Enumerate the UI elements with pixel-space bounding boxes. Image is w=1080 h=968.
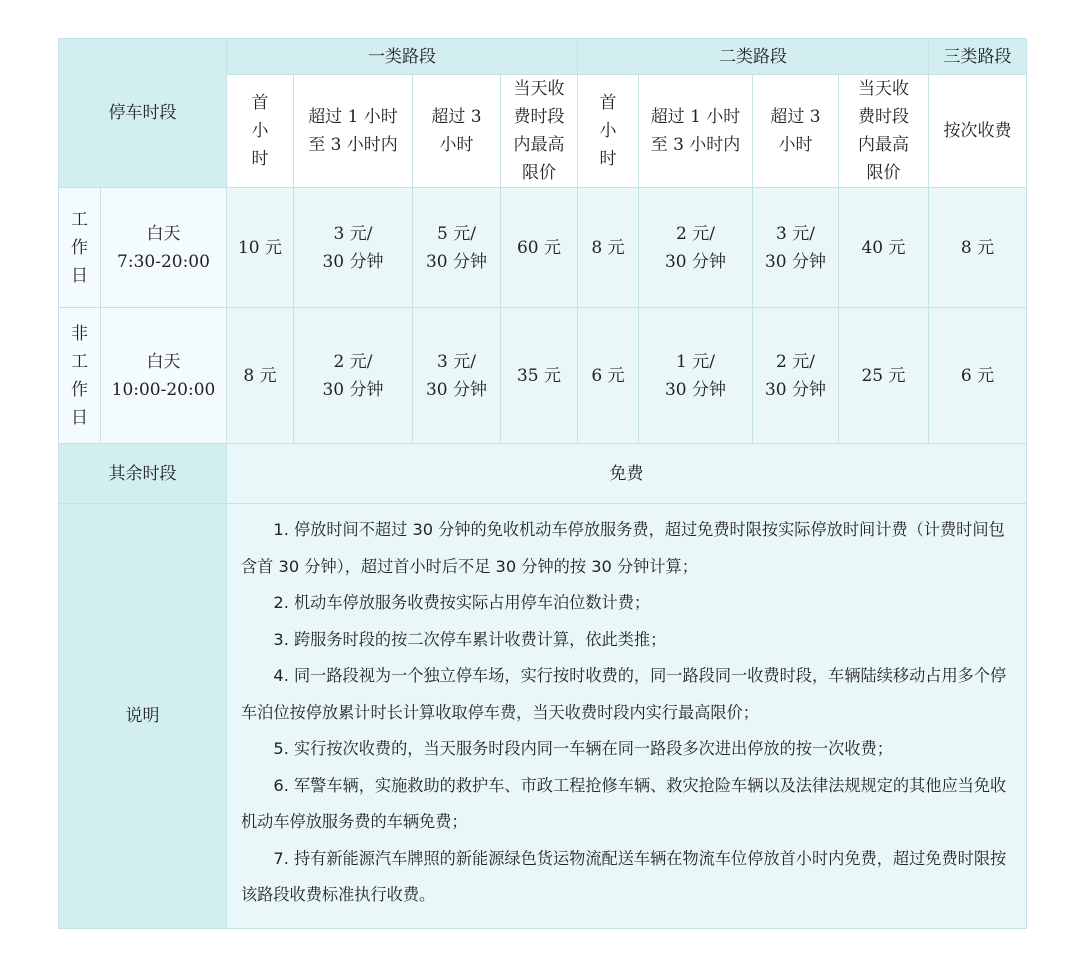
cell-c1-daily-max: 35 元 (501, 308, 578, 444)
cell-c1-first-hour: 10 元 (227, 188, 294, 308)
table-row (59, 444, 1027, 504)
header-parking-period: 停车时段 (59, 39, 227, 188)
other-period-label: 其余时段 (59, 444, 227, 504)
cell-c2-over1to3: 1 元/ 30 分钟 (639, 308, 753, 444)
table-row (59, 188, 1027, 308)
cell-c2-daily-max: 25 元 (839, 308, 929, 444)
note-item: 6. 军警车辆，实施救助的救护车、市政工程抢修车辆、救灾抢险车辆以及法律法规规定的其他应当免收机动车停放服务费的车辆免费； (241, 775, 1007, 831)
note-item: 5. 实行按次收费的，当天服务时段内同一车辆在同一路段多次进出停放的按一次收费； (273, 739, 893, 758)
header-c2-over1to3: 超过 1 小时 至 3 小时内 (639, 75, 753, 188)
header-c2-daily-max: 当天收 费时段 内最高 限价 (839, 75, 929, 188)
cell-c3-per-entry: 8 元 (929, 188, 1027, 308)
table-row (59, 308, 1027, 444)
cell-c1-over1to3: 2 元/ 30 分钟 (294, 308, 413, 444)
header-class3-road: 三类路段 (929, 39, 1027, 75)
header-c2-over3: 超过 3 小时 (753, 75, 839, 188)
row-time-weekday: 白天 7:30-20:00 (101, 188, 227, 308)
header-c1-daily-max: 当天收 费时段 内最高 限价 (501, 75, 578, 188)
note-item: 1. 停放时间不超过 30 分钟的免收机动车停放服务费，超过免费时限按实际停放时间计费（计费时间包含首 30 分钟），超过首小时后不足 30 分钟的按 30 分钟计算； (241, 520, 1005, 576)
cell-c1-daily-max: 60 元 (501, 188, 578, 308)
note-item: 4. 同一路段视为一个独立停车场，实行按时收费的，同一路段同一收费时段，车辆陆续移动占用多个停车泊位按停放累计时长计算收取停车费，当天收费时段内实行最高限价； (241, 666, 1007, 722)
cell-c3-per-entry: 6 元 (929, 308, 1027, 444)
header-c1-first-hour: 首 小 时 (227, 75, 294, 188)
cell-c2-over1to3: 2 元/ 30 分钟 (639, 188, 753, 308)
note-item: 7. 持有新能源汽车牌照的新能源绿色货运物流配送车辆在物流车位停放首小时内免费，超过免费时限按该路段收费标准执行收费。 (241, 848, 1007, 904)
cell-c1-first-hour: 8 元 (227, 308, 294, 444)
row-day-type-nonworkday: 非 工 作 日 (59, 308, 101, 444)
cell-c1-over3: 5 元/ 30 分钟 (413, 188, 501, 308)
cell-c1-over3: 3 元/ 30 分钟 (413, 308, 501, 444)
parking-fee-table-container (58, 38, 1026, 929)
header-class1-road: 一类路段 (227, 39, 578, 75)
note-item: 2. 机动车停放服务收费按实际占用停车泊位数计费； (273, 593, 651, 612)
notes-content (227, 504, 1027, 929)
header-c3-per-entry: 按次收费 (929, 75, 1027, 188)
table-row (59, 504, 1027, 929)
cell-c2-first-hour: 8 元 (578, 188, 639, 308)
header-c2-first-hour: 首 小 时 (578, 75, 639, 188)
cell-c2-over3: 3 元/ 30 分钟 (753, 188, 839, 308)
parking-fee-table (58, 38, 1027, 929)
notes-label: 说明 (59, 504, 227, 929)
cell-c2-first-hour: 6 元 (578, 308, 639, 444)
cell-c2-daily-max: 40 元 (839, 188, 929, 308)
other-period-value: 免费 (227, 444, 1027, 504)
cell-c2-over3: 2 元/ 30 分钟 (753, 308, 839, 444)
cell-c1-over1to3: 3 元/ 30 分钟 (294, 188, 413, 308)
row-day-type-weekday: 工 作 日 (59, 188, 101, 308)
header-class2-road: 二类路段 (578, 39, 929, 75)
header-c1-over3: 超过 3 小时 (413, 75, 501, 188)
header-c1-over1to3: 超过 1 小时 至 3 小时内 (294, 75, 413, 188)
row-time-nonworkday: 白天 10:00-20:00 (101, 308, 227, 444)
note-item: 3. 跨服务时段的按二次停车累计收费计算，依此类推； (273, 629, 667, 649)
